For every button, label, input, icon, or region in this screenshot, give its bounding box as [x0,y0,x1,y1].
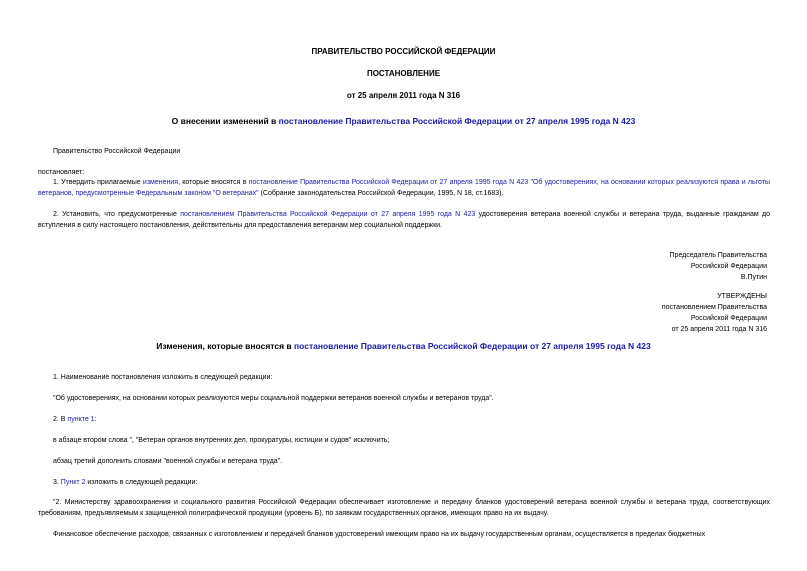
approved-line-4: от 25 апреля 2011 года N 316 [671,326,767,333]
changes-heading [0,341,807,352]
finance-paragraph: Финансовое обеспечение расходов, связанных с изготовлением и передачей бланков удостоверений имеющим право на их выдачу государственным органам, осуществляется в пределах бюджетных [53,531,706,538]
signature-block [507,250,767,283]
item3-link-point2[interactable]: Пункт 2 [60,479,86,486]
signature-line-1: Председатель Правительства [669,252,767,259]
signature-line-2: Российской Федерации [690,263,767,270]
gov-line: Правительство Российской Федерации [53,148,181,155]
approved-line-2: постановлением Правительства [661,304,767,311]
change-item-2-abz2: в абзаце втором слова ", "Ветеран органов внутренних дел, прокуратуры, юстиции и судов" исключить; [53,437,390,444]
p1-text-c: (Собрание законодательства Российской Федерации, 1995, N 18, ст.1683). [258,190,504,197]
title-link[interactable]: постановление Правительства Российской Федерации от 27 апреля 1995 года N 423 [278,116,636,126]
item2-link-point1[interactable]: пункте 1 [67,416,95,423]
p2-link-resolution[interactable]: постановлением Правительства Российской Федерации от 27 апреля 1995 года N 423 [180,211,476,218]
paragraph-1 [38,177,770,199]
change-item-3 [38,477,770,488]
org-heading: ПРАВИТЕЛЬСТВО РОССИЙСКОЙ ФЕДЕРАЦИИ [311,47,496,56]
title-prefix: О внесении изменений в [171,116,279,126]
doctype-heading: ПОСТАНОВЛЕНИЕ [366,69,441,78]
change-item-2 [38,414,770,425]
p1-text-a: 1. Утвердить прилагаемые [53,179,143,186]
approved-block [507,291,767,335]
item2-text-a: 2. В [53,416,68,423]
date-heading: от 25 апреля 2011 года N 316 [346,91,461,100]
item3-text-b: изложить в следующей редакции: [85,479,198,486]
change-item-3-quote: "2. Министерству здравоохранения и социального развития Российской Федерации обеспечивает изготовление и передачу бланков удостоверений ветерана военной службы и ветерана труда, соответствующих требованиям, предъявляемым к защищенной полиграфической продукции (уровень Б), по заявкам государственных органов, имеющих право на их выдачу. [38,499,770,517]
document-title [0,116,807,127]
signature-line-3: В.Путин [740,274,767,281]
changes-heading-link[interactable]: постановление Правительства Российской Федерации от 27 апреля 1995 года N 423 [294,341,651,351]
changes-heading-prefix: Изменения, которые вносятся в [156,341,294,351]
item3-text-a: 3. [53,479,61,486]
p1-link-resolution[interactable]: постановление Правительства Российской Федерации от 27 апреля 1995 года N 423 "Об удостоверениях, на основании которых реализуются права и льготы ветеранов, предусмотренные Федеральным законом "О ветеранах" [38,179,771,197]
resolves-line: постановляет: [38,169,85,176]
p1-link-changes[interactable]: изменения [142,179,179,186]
change-item-1-quote: "Об удостоверениях, на основании которых реализуются меры социальной поддержки ветеранов военной службы и ветеранов труда". [53,395,494,402]
p2-text-b: удостоверения ветерана военной службы и ветерана труда, выданные гражданам до вступления в силу настоящего постановления, действительны для предоставления ветеранам мер социальной поддержки. [38,211,771,229]
approved-line-1: УТВЕРЖДЕНЫ [717,293,767,300]
p1-text-b: , которые вносятся в [178,179,249,186]
p2-text-a: 2. Установить, что предусмотренные [53,211,181,218]
item2-text-b: : [94,416,97,423]
change-item-2-abz3: абзац третий дополнить словами "военной службы и ветерана труда". [53,458,283,465]
paragraph-2 [38,209,770,231]
approved-line-3: Российской Федерации [690,315,767,322]
change-item-1: 1. Наименование постановления изложить в следующей редакции: [53,374,273,381]
